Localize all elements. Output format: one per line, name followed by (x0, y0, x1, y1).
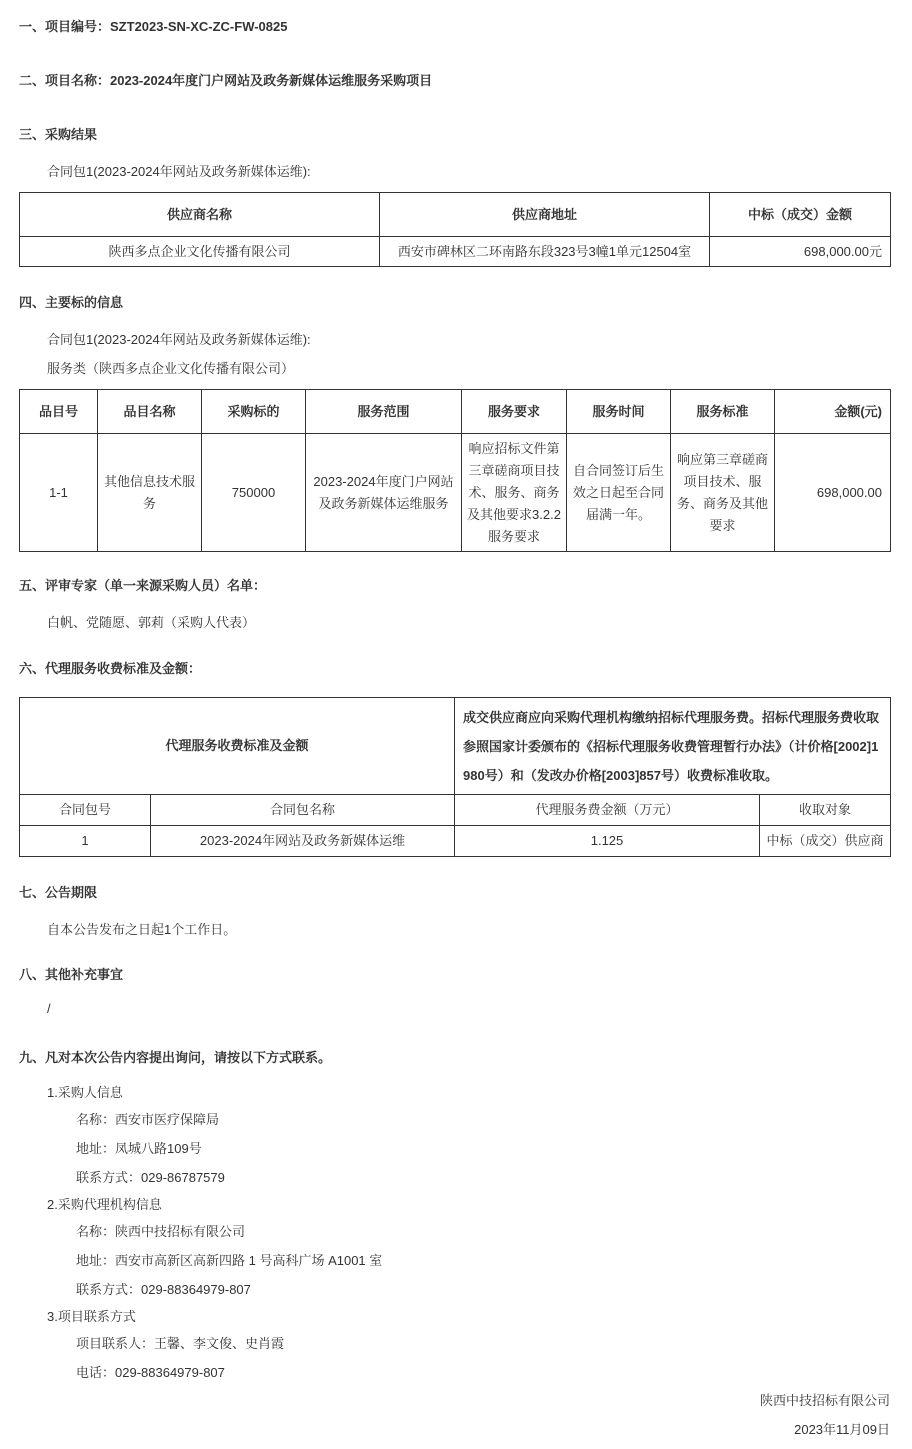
agency-fee-standard-row (20, 698, 891, 795)
procurement-target: 750000 (202, 434, 306, 552)
table-row (20, 434, 891, 552)
agency-fee-table (19, 697, 891, 857)
items-table-header (20, 390, 891, 434)
supplier-name: 陕西多点企业文化传播有限公司 (20, 237, 380, 267)
section-4-package: 合同包1(2023-2024年网站及政务新媒体运维): (47, 332, 311, 347)
col-item-no: 品目号 (20, 390, 98, 434)
announcement-period: 自本公告发布之日起1个工作日。 (47, 922, 237, 937)
footer-organization: 陕西中技招标有限公司 (759, 1393, 890, 1408)
project-number-value: SZT2023-SN-XC-ZC-FW-0825 (110, 19, 288, 34)
section-4-category: 服务类（陕西多点企业文化传播有限公司） (47, 361, 295, 376)
fee-payer: 中标（成交）供应商 (760, 826, 891, 857)
section-9-title: 九、凡对本次公告内容提出询问，请按以下方式联系。 (19, 1050, 332, 1065)
project-number-label: 一、项目编号： (19, 19, 111, 34)
col-package-name: 合同包名称 (151, 795, 455, 826)
agency-fee-header (20, 795, 891, 826)
result-table-header (20, 193, 891, 237)
footer-date: 2023年11月09日 (794, 1422, 890, 1437)
agency-name: 名称：陕西中技招标有限公司 (76, 1224, 246, 1239)
project-contact-people: 项目联系人：王馨、李文俊、史肖霞 (76, 1336, 285, 1351)
col-service-standard: 服务标准 (671, 390, 775, 434)
col-service-time: 服务时间 (567, 390, 671, 434)
project-number (19, 16, 287, 35)
item-no: 1-1 (20, 434, 98, 552)
buyer-info-title: 1.采购人信息 (47, 1085, 123, 1100)
table-row (20, 826, 891, 857)
supplementary-matters: / (47, 1001, 51, 1016)
agency-address: 地址：西安市高新区高新四路 1 号高科广场 A1001 室 (76, 1253, 383, 1268)
section-7-title: 七、公告期限 (19, 885, 98, 900)
col-service-requirement: 服务要求 (462, 390, 567, 434)
col-package-no: 合同包号 (20, 795, 151, 826)
item-name: 其他信息技术服务 (98, 434, 202, 552)
col-supplier-name: 供应商名称 (20, 193, 380, 237)
col-bid-amount: 中标（成交）金额 (710, 193, 891, 237)
expert-names: 白帆、党随愿、郭莉（采购人代表） (47, 615, 256, 630)
section-3-title: 三、采购结果 (19, 127, 98, 142)
service-scope: 2023-2024年度门户网站及政务新媒体运维服务 (306, 434, 462, 552)
project-name-label: 二、项目名称： (19, 73, 111, 88)
fee-amount: 1.125 (455, 826, 760, 857)
agency-phone: 联系方式：029-88364979-807 (76, 1282, 251, 1297)
col-fee-amount: 代理服务费金额（万元） (455, 795, 760, 826)
section-3-package: 合同包1(2023-2024年网站及政务新媒体运维): (47, 164, 311, 179)
package-no: 1 (20, 826, 151, 857)
section-6-title: 六、代理服务收费标准及金额： (19, 661, 202, 676)
bid-amount: 698,000.00元 (710, 237, 891, 267)
col-fee-payer: 收取对象 (760, 795, 891, 826)
service-requirement: 响应招标文件第三章磋商项目技术、服务、商务及其他要求3.2.2服务要求 (462, 434, 567, 552)
buyer-name: 名称：西安市医疗保障局 (76, 1112, 220, 1127)
service-standard: 响应第三章磋商项目技术、服务、商务及其他要求 (671, 434, 775, 552)
item-amount: 698,000.00 (775, 434, 891, 552)
col-supplier-address: 供应商地址 (380, 193, 710, 237)
buyer-address: 地址：凤城八路109号 (76, 1141, 202, 1156)
package-name: 2023-2024年网站及政务新媒体运维 (151, 826, 455, 857)
section-4-title: 四、主要标的信息 (19, 295, 124, 310)
agency-fee-description: 成交供应商应向采购代理机构缴纳招标代理服务费。招标代理服务费收取参照国家计委颁布的《招标代理服务收费管理暂行办法》（计价格[2002]1980号）和（发改办价格[2003]857号）收费标准收取。 (455, 698, 891, 795)
col-service-scope: 服务范围 (306, 390, 462, 434)
items-table (19, 389, 891, 552)
agency-fee-label: 代理服务收费标准及金额 (20, 698, 455, 795)
table-row (20, 237, 891, 267)
project-name (19, 70, 432, 89)
project-name-value: 2023-2024年度门户网站及政务新媒体运维服务采购项目 (110, 73, 433, 88)
agency-info-title: 2.采购代理机构信息 (47, 1197, 162, 1212)
col-item-name: 品目名称 (98, 390, 202, 434)
col-procurement-target: 采购标的 (202, 390, 306, 434)
result-table (19, 192, 891, 267)
project-contact-phone: 电话：029-88364979-807 (76, 1365, 225, 1380)
buyer-phone: 联系方式：029-86787579 (76, 1170, 225, 1185)
section-5-title: 五、评审专家（单一来源采购人员）名单： (19, 578, 267, 593)
supplier-address: 西安市碑林区二环南路东段323号3幢1单元12504室 (380, 237, 710, 267)
section-8-title: 八、其他补充事宜 (19, 967, 124, 982)
col-amount: 金额(元) (775, 390, 891, 434)
service-time: 自合同签订后生效之日起至合同届满一年。 (567, 434, 671, 552)
project-contact-title: 3.项目联系方式 (47, 1309, 136, 1324)
